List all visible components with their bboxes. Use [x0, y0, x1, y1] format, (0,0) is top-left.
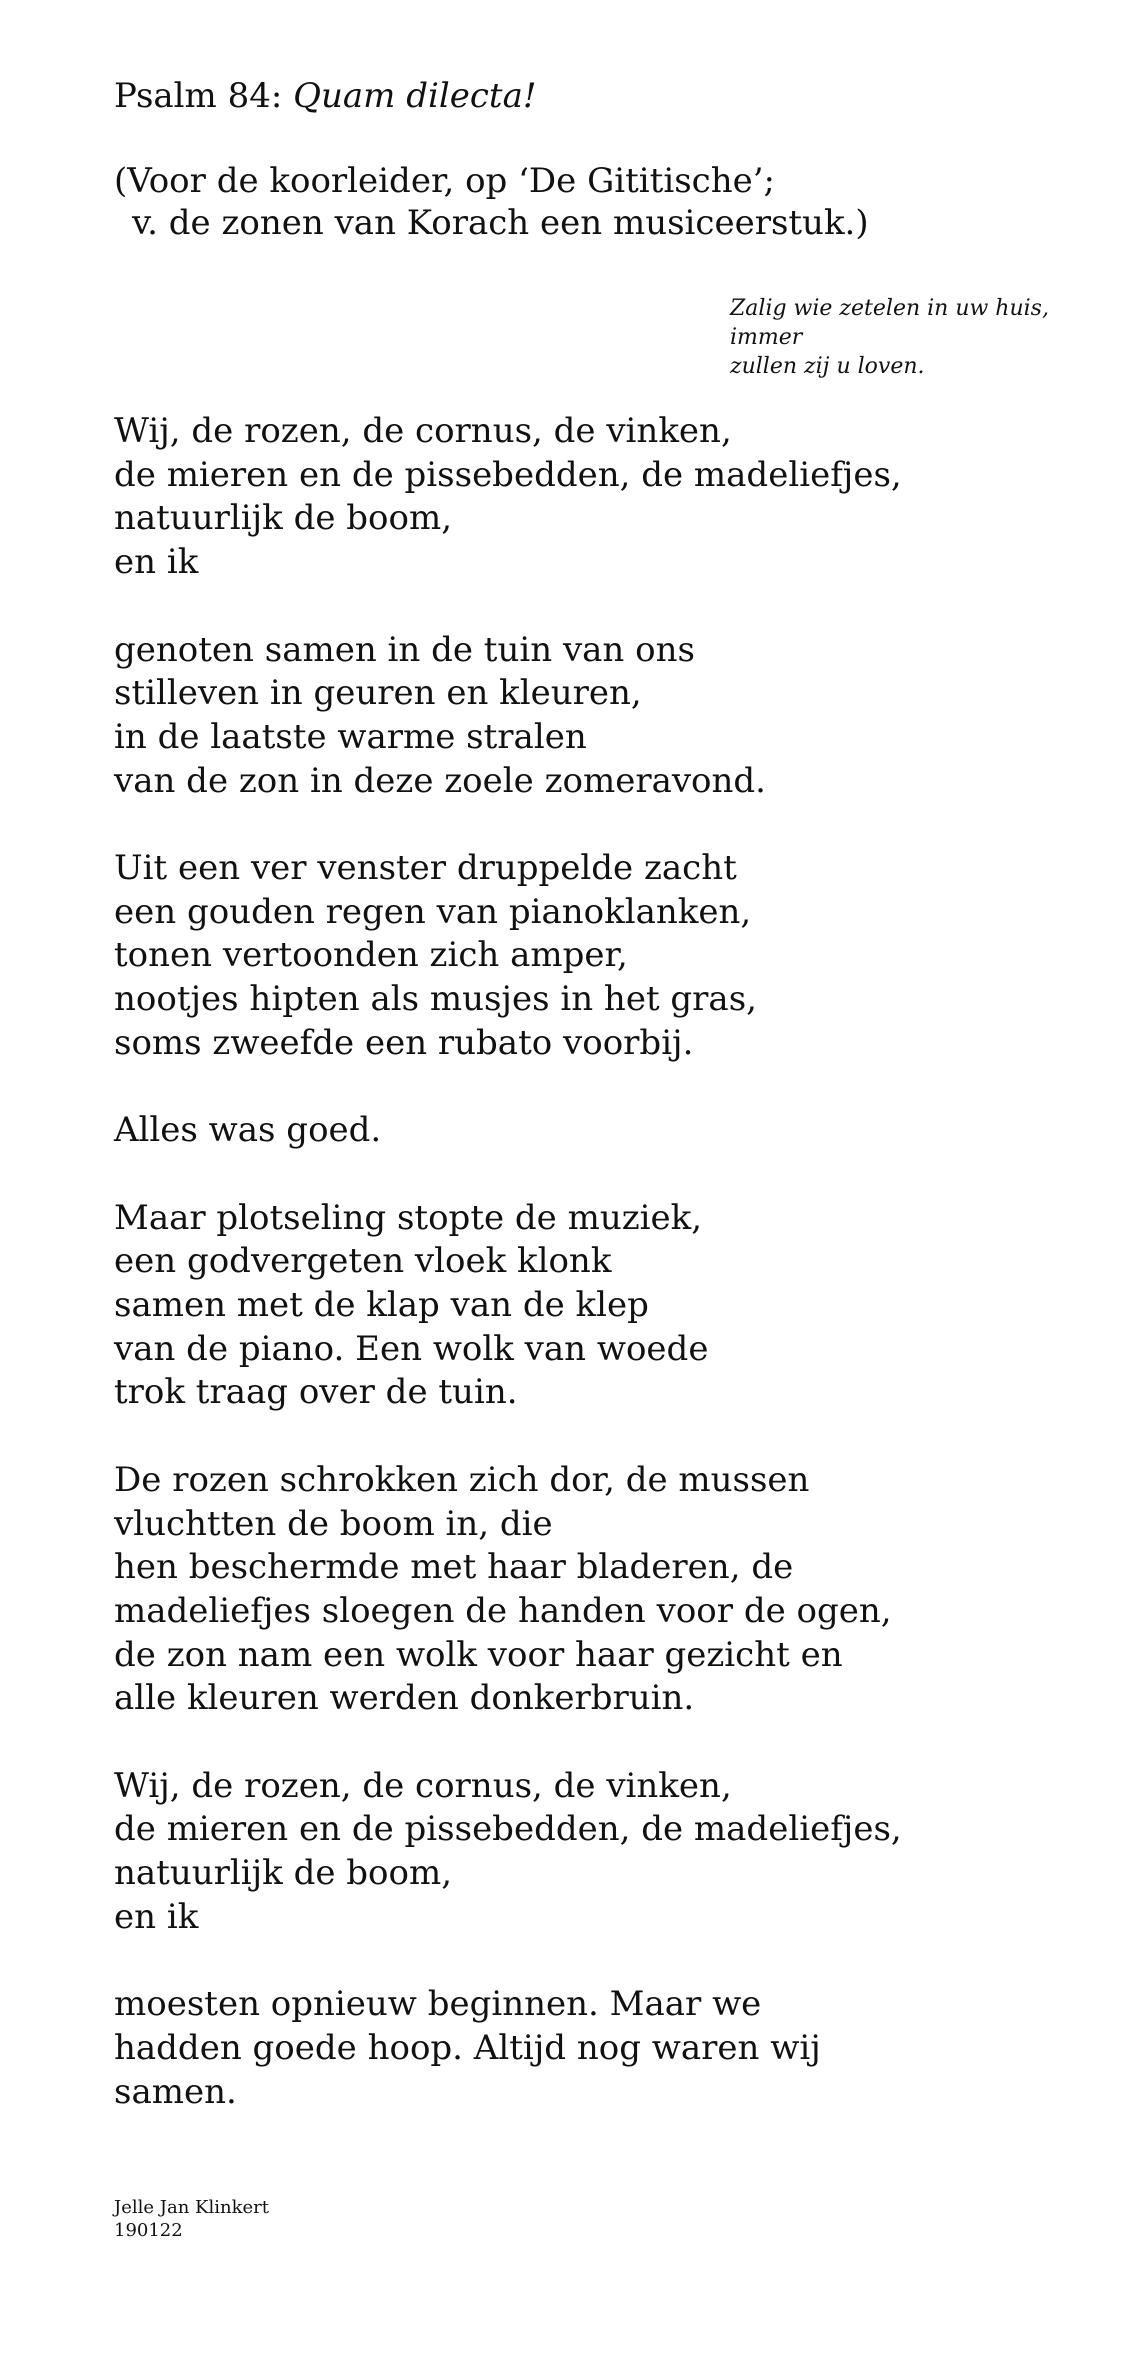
title-prefix: Psalm 84:	[114, 76, 294, 116]
epigraph-line: Zalig wie zetelen in uw huis,	[730, 296, 1049, 321]
poem-line: stilleven in geuren en kleuren,	[114, 673, 642, 714]
poem-line: een gouden regen van pianoklanken,	[114, 891, 752, 932]
poem-line: moesten opnieuw beginnen. Maar we	[114, 1984, 762, 2025]
poem-line: natuurlijk de boom,	[114, 1853, 453, 1894]
poem-line: in de laatste warme stralen	[114, 716, 587, 757]
poem-line: vluchtten de boom in, die	[114, 1503, 553, 1544]
poem-line: van de piano. Een wolk van woede	[114, 1328, 709, 1369]
epigraph-line: immer	[730, 325, 803, 350]
epigraph	[730, 294, 1050, 381]
poem-line: Maar plotseling stopte de muziek,	[114, 1197, 703, 1238]
poem-line: Uit een ver venster druppelde zacht	[114, 848, 737, 888]
poem-line: Alles was goed.	[114, 1110, 382, 1151]
poem-line: alle kleuren werden donkerbruin.	[114, 1678, 695, 1719]
poem-line: hadden goede hoop. Altijd nog waren wij	[114, 2027, 821, 2068]
poem-line: nootjes hipten als musjes in het gras,	[114, 979, 757, 1020]
poem-line: de zon nam een wolk voor haar gezicht en	[114, 1634, 843, 1675]
poem-line: de mieren en de pissebedden, de madeliefjes,	[114, 1809, 902, 1850]
stanza	[114, 410, 902, 585]
poem-line: samen met de klap van de klep	[114, 1285, 649, 1325]
poem-line: genoten samen in de tuin van ons	[114, 629, 695, 670]
poem-subtitle	[114, 160, 869, 244]
stanza	[114, 629, 902, 804]
author-name: Jelle Jan Klinkert	[114, 2197, 269, 2218]
poem-date: 190122	[114, 2220, 183, 2241]
poem-line: soms zweefde een rubato voorbij.	[114, 1022, 694, 1063]
stanza	[114, 1197, 902, 1416]
poem-line: hen beschermde met haar bladeren, de	[114, 1547, 794, 1588]
poem-line: een godvergeten vloek klonk	[114, 1241, 612, 1282]
poem-line: madeliefjes sloegen de handen voor de ogen,	[114, 1590, 892, 1631]
stanza	[114, 1765, 902, 1940]
stanza	[114, 847, 902, 1066]
poem-title	[114, 74, 537, 118]
title-italic: Quam dilecta!	[293, 76, 537, 116]
poem-line: trok traag over de tuin.	[114, 1372, 518, 1413]
poem-line: Wij, de rozen, de cornus, de vinken,	[114, 411, 732, 451]
poem-line: samen.	[114, 2071, 237, 2112]
stanza	[114, 1983, 902, 2114]
poem-line: natuurlijk de boom,	[114, 498, 453, 539]
poem-line: De rozen schrokken zich dor, de mussen	[114, 1459, 810, 1500]
stanza	[114, 1459, 902, 1721]
poem-line: de mieren en de pissebedden, de madeliefjes,	[114, 454, 902, 495]
footer	[114, 2196, 269, 2242]
poem-line: en ik	[114, 542, 199, 583]
stanza	[114, 1109, 902, 1153]
epigraph-line: zullen zij u loven.	[730, 354, 925, 379]
poem-line: en ik	[114, 1896, 199, 1937]
subtitle-line: v. de zonen van Korach een musiceerstuk.)	[132, 203, 869, 243]
poem-body	[114, 410, 902, 2158]
subtitle-line: (Voor de koorleider, op ‘De Gititische’;	[114, 161, 775, 201]
poem-line: tonen vertoonden zich amper,	[114, 935, 628, 976]
poem-line: Wij, de rozen, de cornus, de vinken,	[114, 1765, 732, 1806]
poem-line: van de zon in deze zoele zomeravond.	[114, 760, 766, 801]
